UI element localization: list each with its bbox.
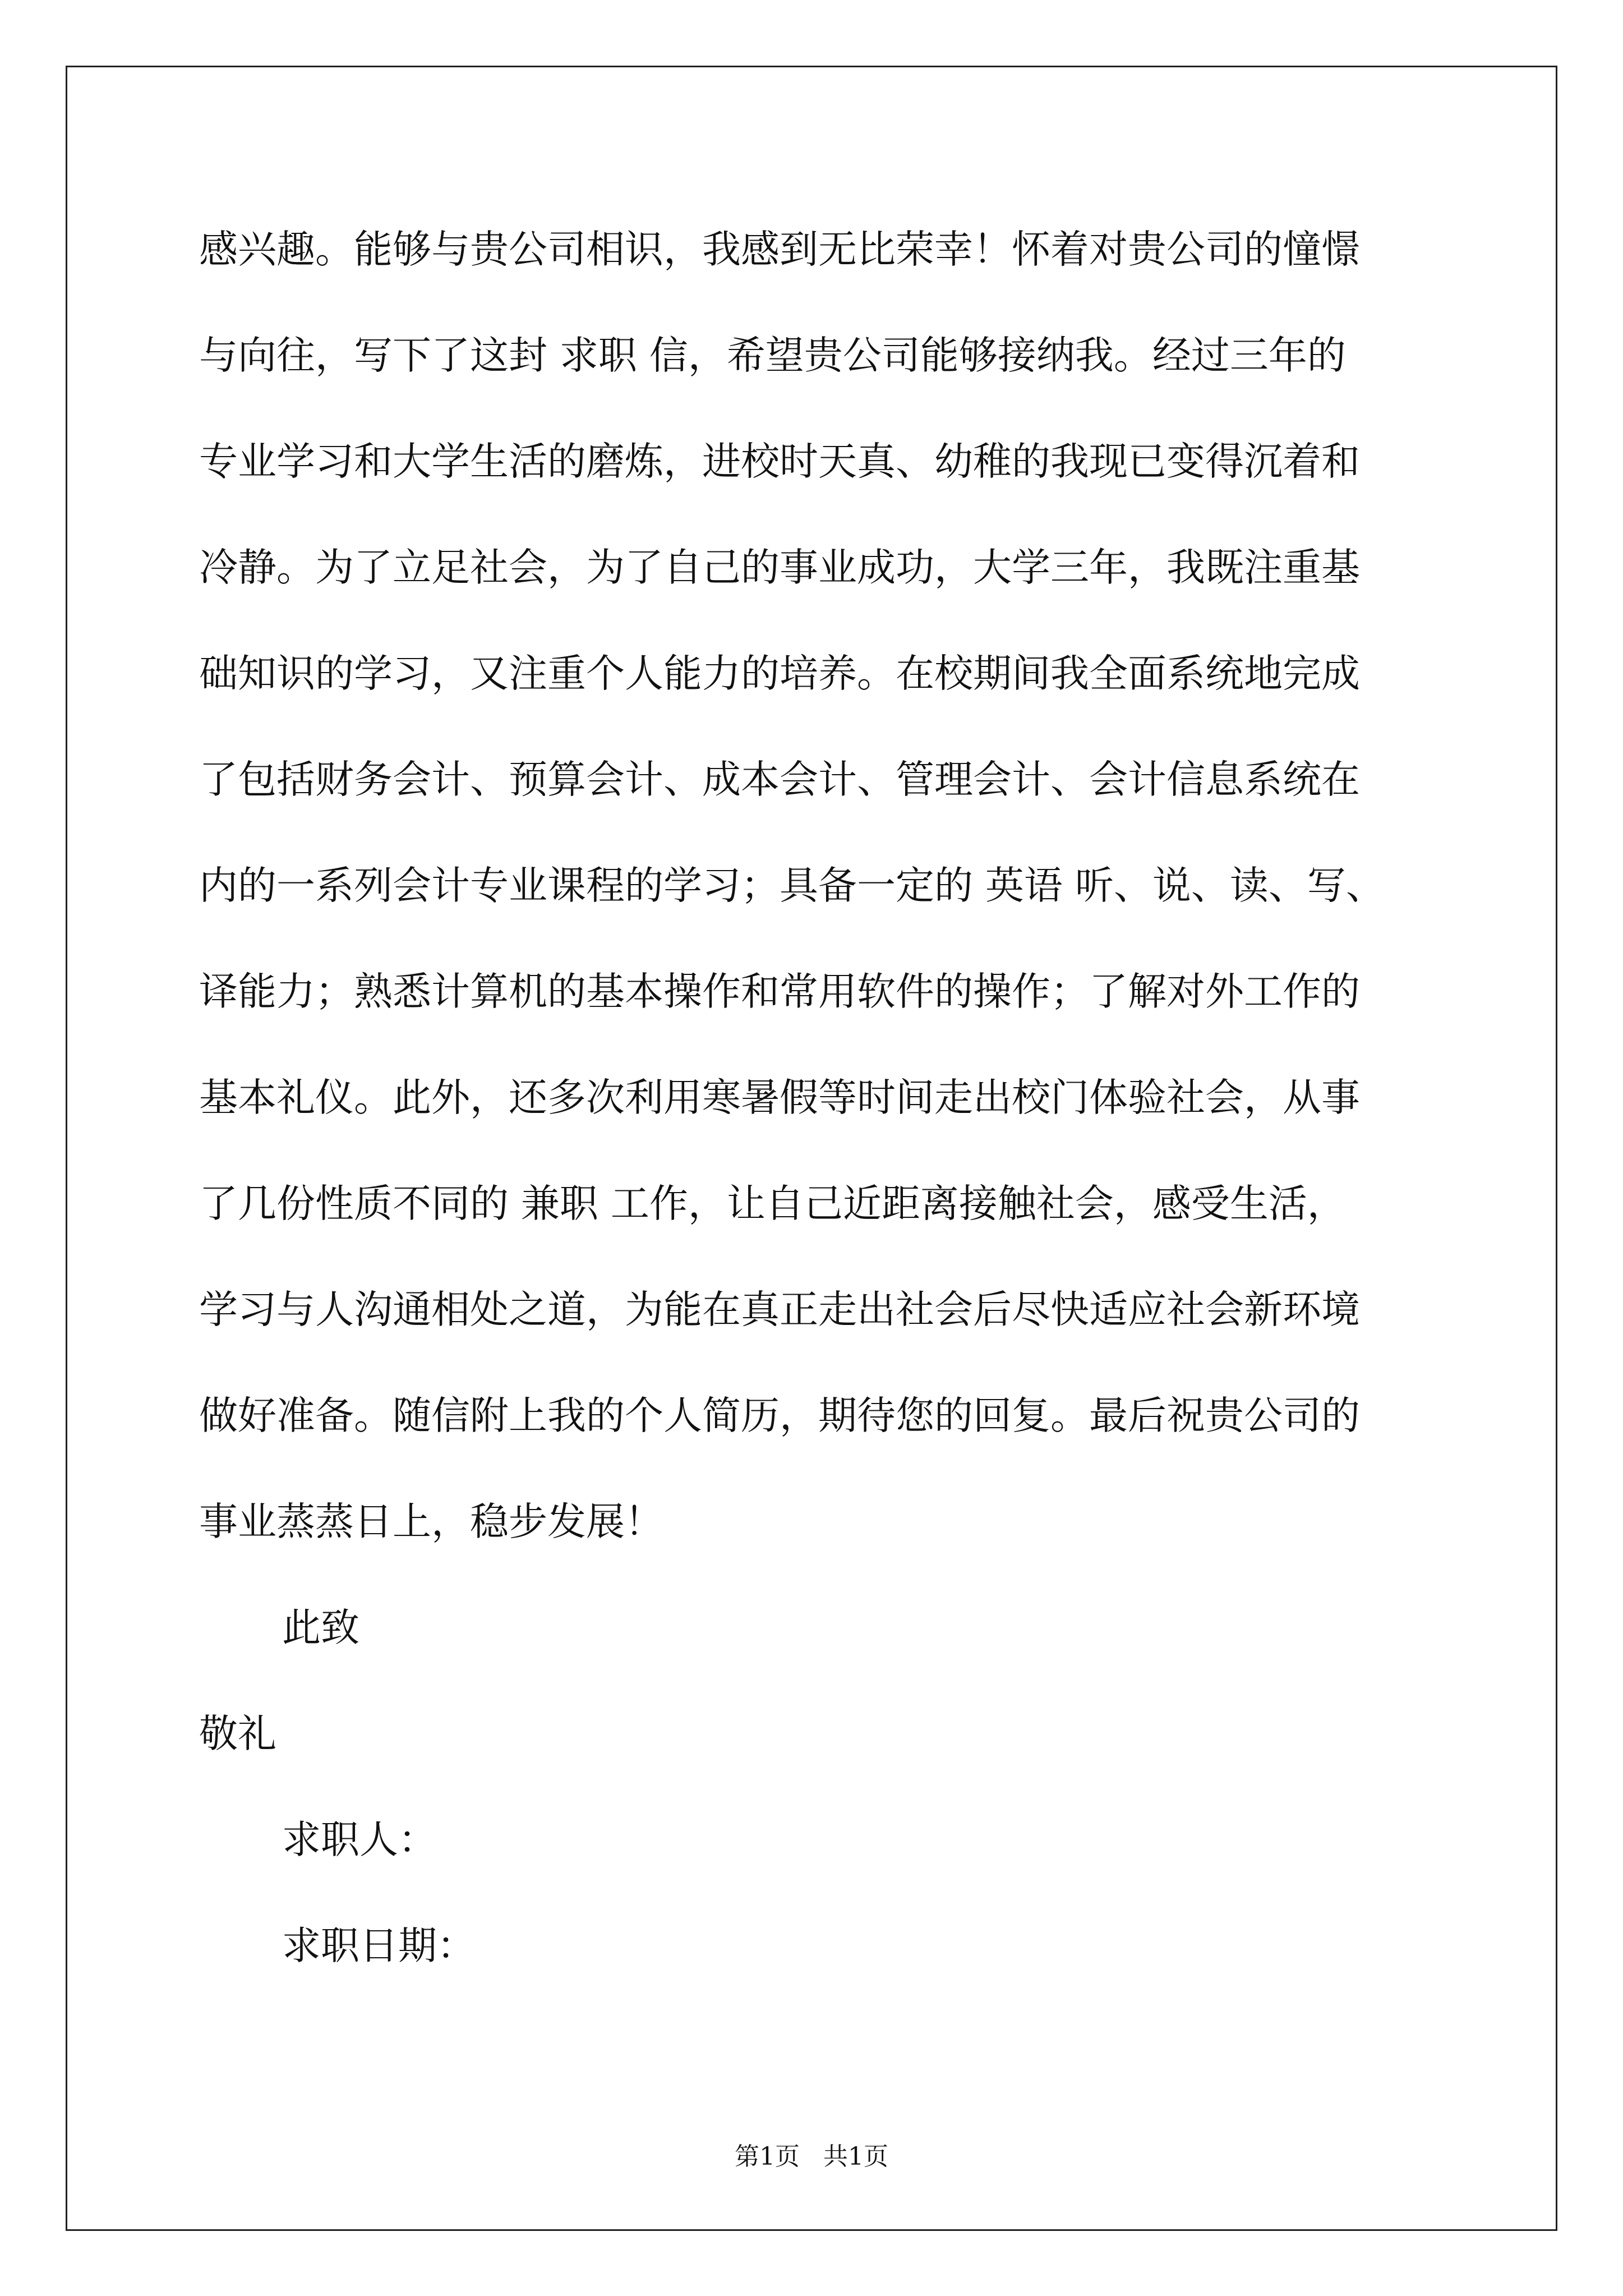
body-line: 础知识的学习，又注重个人能力的培养。在校期间我全面系统地完成 xyxy=(199,651,1360,696)
closing: 此致 xyxy=(282,1605,359,1650)
body-line: 事业蒸蒸日上，稳步发展！ xyxy=(199,1499,663,1544)
body-line: 冷静。为了立足社会，为了自己的事业成功，大学三年，我既注重基 xyxy=(199,545,1360,590)
applicant-label: 求职人： xyxy=(282,1818,437,1862)
body-line: 与向往，写下了这封 求职 信，希望贵公司能够接纳我。经过三年的 xyxy=(199,333,1346,378)
page-footer: 第1页 共1页 xyxy=(735,2142,888,2171)
body-line: 专业学习和大学生活的磨炼，进校时天真、幼稚的我现已变得沉着和 xyxy=(199,439,1360,484)
body-line: 了几份性质不同的 兼职 工作，让自己近距离接触社会，感受生活， xyxy=(199,1181,1346,1226)
salutation: 敬礼 xyxy=(199,1711,276,1756)
body-line: 感兴趣。能够与贵公司相识，我感到无比荣幸！怀着对贵公司的憧憬 xyxy=(199,227,1360,272)
body-line: 译能力；熟悉计算机的基本操作和常用软件的操作；了解对外工作的 xyxy=(199,969,1360,1014)
body-line: 内的一系列会计专业课程的学习；具备一定的 英语 听、说、读、写、 xyxy=(199,863,1385,908)
date-label: 求职日期： xyxy=(282,1924,476,1968)
body-line: 学习与人沟通相处之道，为能在真正走出社会后尽快适应社会新环境 xyxy=(199,1287,1360,1332)
body-line: 做好准备。随信附上我的个人简历，期待您的回复。最后祝贵公司的 xyxy=(199,1393,1360,1438)
letter-body xyxy=(199,208,1489,2010)
body-line: 了包括财务会计、预算会计、成本会计、管理会计、会计信息系统在 xyxy=(199,757,1360,802)
body-line: 基本礼仪。此外，还多次利用寒暑假等时间走出校门体验社会，从事 xyxy=(199,1075,1360,1120)
